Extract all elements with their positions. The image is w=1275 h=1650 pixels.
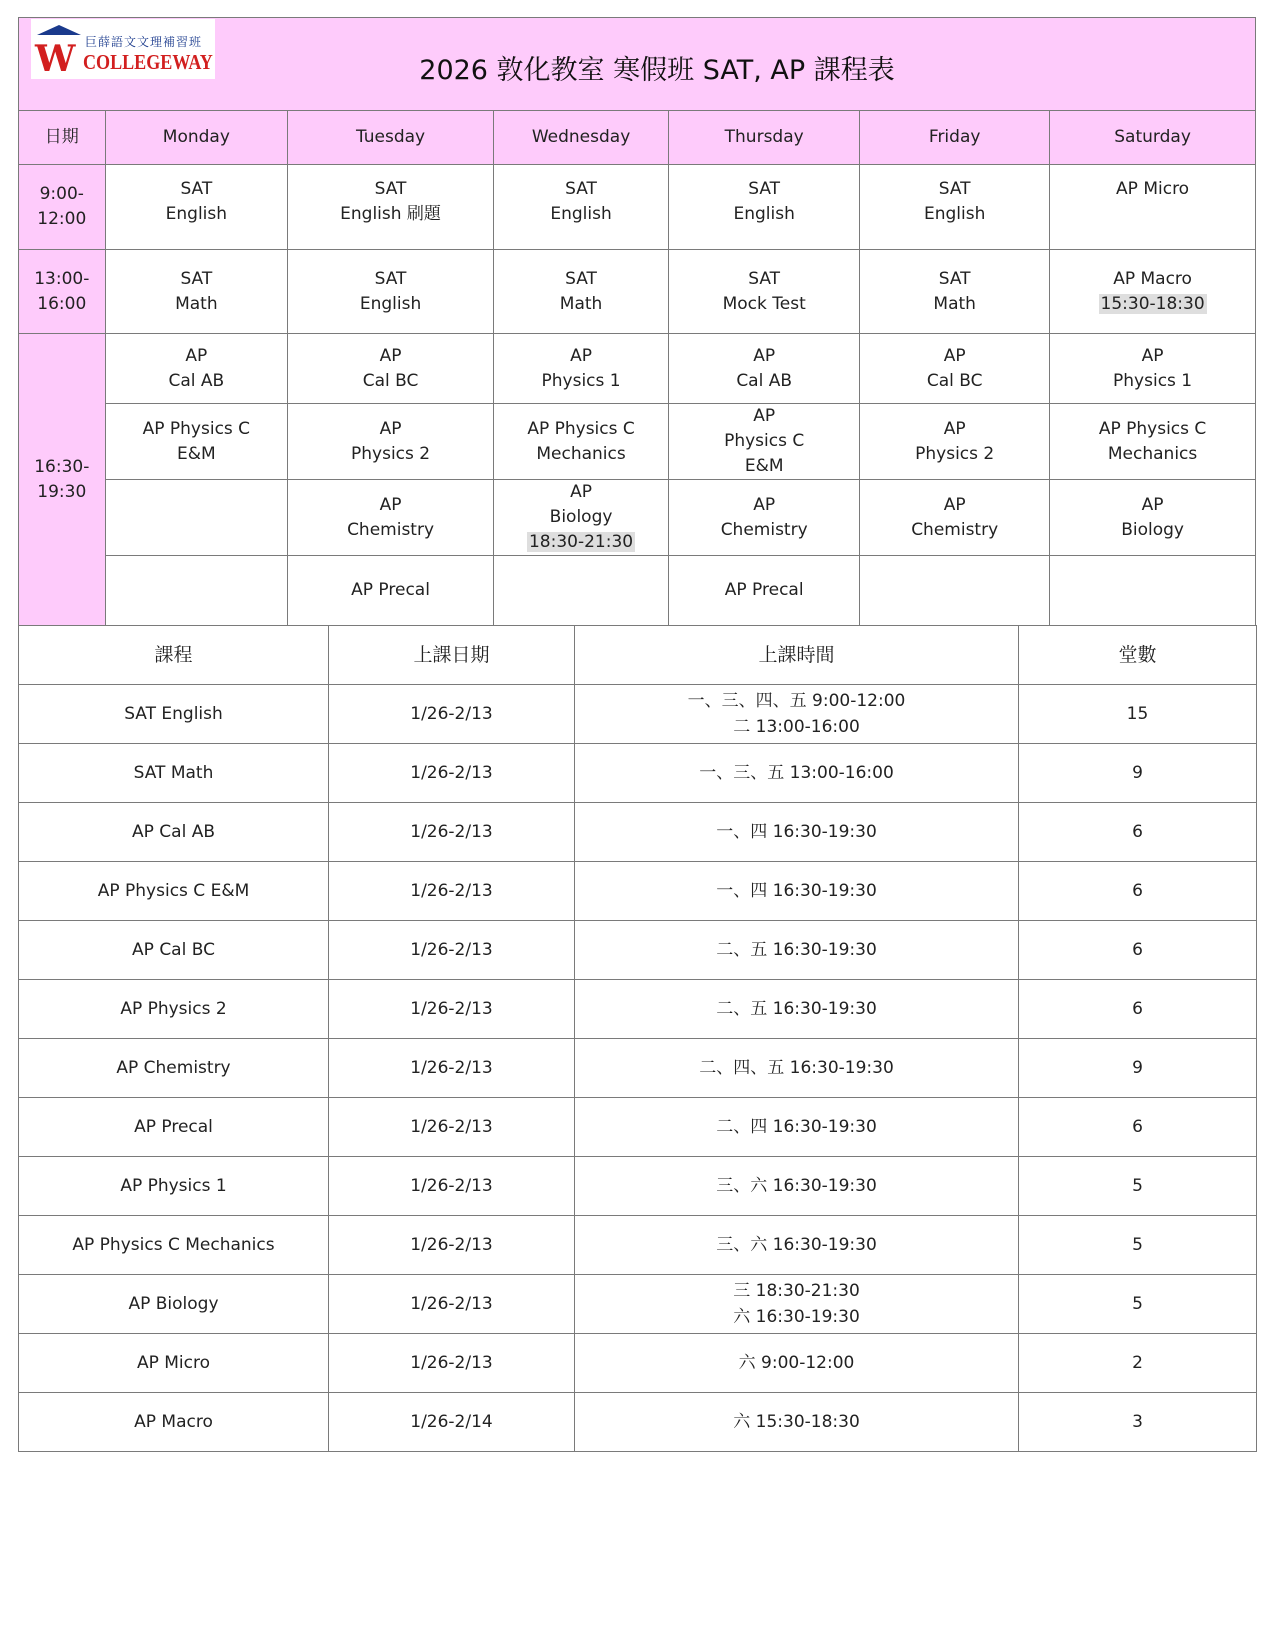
course-times [575, 1216, 1019, 1275]
class-cell [669, 404, 860, 480]
time-slot-line: 13:00- [34, 268, 90, 289]
course-dates-line: 1/26-2/13 [410, 1058, 493, 1078]
class-label: Biology [549, 507, 613, 527]
column-header: 堂數 [1019, 626, 1257, 685]
class-cell [493, 165, 668, 250]
course-times [575, 980, 1019, 1039]
session-count [1019, 803, 1257, 862]
column-header: 課程 [19, 626, 329, 685]
class-label: Chemistry [911, 519, 999, 540]
session-count-line: 6 [1132, 940, 1143, 960]
class-label: AP [570, 482, 592, 502]
course-times [575, 1157, 1019, 1216]
course-name [19, 980, 329, 1039]
course-name-line: AP Physics 1 [120, 1176, 227, 1196]
class-label: Chemistry [720, 519, 808, 540]
session-count [1019, 1275, 1257, 1334]
class-label: Physics C [724, 431, 805, 451]
session-count-line: 3 [1132, 1412, 1143, 1432]
course-dates [329, 921, 575, 980]
class-label: Physics 1 [1113, 370, 1193, 391]
class-label: Mechanics [536, 443, 626, 464]
session-count-line: 2 [1132, 1353, 1143, 1373]
class-label: English [550, 204, 612, 224]
course-table-header [19, 626, 1257, 685]
session-count-line: 9 [1132, 763, 1143, 783]
morning-row [19, 165, 1256, 250]
day-header-row [19, 111, 1256, 165]
class-label: AP [570, 345, 592, 366]
class-cell [105, 556, 288, 626]
class-cell [860, 556, 1050, 626]
class-cell [493, 556, 668, 626]
course-table-body [19, 685, 1257, 1452]
course-times-line: 二、四 16:30-19:30 [716, 1117, 877, 1137]
session-count [1019, 1334, 1257, 1393]
course-dates-line: 1/26-2/13 [410, 1176, 493, 1196]
class-label: Math [559, 293, 603, 314]
class-cell [1050, 480, 1256, 556]
course-row [19, 1393, 1257, 1452]
class-cell [1050, 334, 1256, 404]
logo-chinese-name: 巨薛語文文理補習班 [85, 35, 203, 49]
evening-row [19, 334, 1256, 404]
course-name-line: SAT English [124, 704, 223, 724]
course-dates [329, 1157, 575, 1216]
class-label: Math [933, 293, 976, 314]
course-dates-line: 1/26-2/13 [410, 999, 493, 1019]
class-cell [669, 480, 860, 556]
course-times-line: 三、六 16:30-19:30 [716, 1176, 877, 1196]
class-cell [288, 250, 494, 334]
page-header [18, 17, 1256, 111]
course-dates-line: 1/26-2/13 [410, 822, 493, 842]
course-name [19, 1157, 329, 1216]
course-row [19, 1216, 1257, 1275]
session-count [1019, 1098, 1257, 1157]
class-label: AP [753, 406, 776, 426]
class-cell [1050, 250, 1256, 334]
special-time-badge: 18:30-21:30 [528, 532, 634, 552]
class-label [494, 530, 668, 555]
class-label: Cal BC [926, 370, 983, 391]
course-row [19, 921, 1257, 980]
class-label: Cal BC [362, 370, 419, 391]
time-slot [19, 250, 106, 334]
logo-initial: W [35, 38, 76, 80]
special-time-badge: 15:30-18:30 [1100, 293, 1205, 314]
course-row [19, 862, 1257, 921]
class-label: AP [943, 418, 966, 439]
class-cell [860, 165, 1050, 250]
course-times-line: 二、四、五 16:30-19:30 [699, 1058, 894, 1078]
evening-row [19, 480, 1256, 556]
class-cell [493, 334, 668, 404]
course-times [575, 744, 1019, 803]
class-label: AP [943, 494, 966, 515]
class-cell [1050, 404, 1256, 480]
class-label: AP [379, 345, 402, 366]
course-name [19, 862, 329, 921]
session-count-line: 5 [1132, 1176, 1143, 1196]
weekly-schedule-grid [18, 110, 1256, 626]
time-slot [19, 334, 106, 626]
time-slot-line: 9:00- [39, 184, 84, 204]
course-times-line: 一、四 16:30-19:30 [716, 881, 877, 901]
class-label: AP [753, 345, 776, 366]
time-slot-line: 16:00 [37, 293, 87, 314]
course-dates-line: 1/26-2/13 [410, 940, 493, 960]
session-count-line: 6 [1132, 881, 1143, 901]
class-cell [860, 404, 1050, 480]
day-header: Wednesday [493, 111, 668, 165]
course-times-line: 六 9:00-12:00 [738, 1353, 855, 1373]
day-header: Thursday [669, 111, 860, 165]
class-label: English [733, 204, 795, 224]
course-name-line: AP Cal AB [132, 822, 215, 842]
course-dates [329, 685, 575, 744]
course-dates-line: 1/26-2/13 [410, 763, 493, 783]
course-name-line: AP Physics C Mechanics [72, 1235, 275, 1255]
class-label: SAT [565, 179, 597, 199]
course-name [19, 1039, 329, 1098]
evening-row [19, 404, 1256, 480]
session-count [1019, 1039, 1257, 1098]
course-times-line: 六 16:30-19:30 [733, 1307, 860, 1327]
class-cell [1050, 556, 1256, 626]
class-cell [669, 556, 860, 626]
course-times-line: 二、五 16:30-19:30 [716, 940, 877, 960]
afternoon-row [19, 250, 1256, 334]
session-count [1019, 862, 1257, 921]
class-label: Mock Test [722, 293, 806, 314]
course-dates-line: 1/26-2/13 [410, 1235, 493, 1255]
class-label: AP [753, 494, 776, 515]
session-count [1019, 1393, 1257, 1452]
class-cell [288, 165, 494, 250]
course-times-line: 二 13:00-16:00 [733, 717, 860, 737]
course-times [575, 1334, 1019, 1393]
class-cell [493, 480, 668, 556]
class-label: SAT [748, 179, 781, 199]
time-slot-line: 12:00 [37, 209, 87, 229]
class-label: English [923, 204, 986, 224]
session-count [1019, 1157, 1257, 1216]
class-cell [105, 480, 288, 556]
class-label: AP Physics C [142, 418, 251, 439]
course-dates-line: 1/26-2/13 [410, 881, 493, 901]
course-row [19, 1039, 1257, 1098]
course-dates-line: 1/26-2/14 [410, 1412, 493, 1432]
course-name [19, 803, 329, 862]
class-label: AP [1141, 345, 1164, 366]
course-times-line: 三 18:30-21:30 [733, 1281, 860, 1301]
class-cell [105, 250, 288, 334]
class-cell [493, 250, 668, 334]
session-count-line: 15 [1126, 704, 1149, 724]
class-label: SAT [180, 268, 213, 289]
class-label: AP [1141, 494, 1164, 515]
logo-brand-name: COLLEGEWAY [83, 50, 213, 74]
class-cell [288, 404, 494, 480]
course-row [19, 803, 1257, 862]
course-times [575, 1098, 1019, 1157]
course-dates [329, 1275, 575, 1334]
course-name-line: AP Cal BC [132, 940, 215, 960]
session-count-line: 5 [1132, 1294, 1143, 1314]
schedule-sheet [18, 17, 1256, 1452]
course-times-line: 二、五 16:30-19:30 [716, 999, 877, 1019]
session-count [1019, 980, 1257, 1039]
course-name [19, 1334, 329, 1393]
day-header: Tuesday [288, 111, 494, 165]
course-times [575, 862, 1019, 921]
class-label: Physics 2 [351, 443, 431, 464]
course-row [19, 980, 1257, 1039]
class-label: SAT [565, 268, 597, 289]
course-name [19, 744, 329, 803]
course-name-line: SAT Math [133, 763, 214, 783]
course-dates [329, 1334, 575, 1393]
class-label: Cal AB [736, 370, 793, 391]
course-dates [329, 980, 575, 1039]
column-header: 上課時間 [575, 626, 1019, 685]
course-name [19, 1098, 329, 1157]
class-label: AP [185, 345, 208, 366]
session-count-line: 6 [1132, 1117, 1143, 1137]
course-times-line: 一、四 16:30-19:30 [716, 822, 877, 842]
course-times [575, 685, 1019, 744]
course-name [19, 1393, 329, 1452]
class-label: E&M [177, 443, 216, 464]
class-label: SAT [374, 179, 407, 199]
course-dates-line: 1/26-2/13 [410, 1294, 493, 1314]
class-label: Biology [1121, 519, 1184, 540]
time-slot [19, 165, 106, 250]
session-count-line: 5 [1132, 1235, 1143, 1255]
course-row [19, 1098, 1257, 1157]
course-name [19, 1275, 329, 1334]
class-label: E&M [744, 456, 784, 476]
course-row [19, 744, 1257, 803]
course-row [19, 1334, 1257, 1393]
class-label: Math [175, 293, 218, 314]
course-dates [329, 803, 575, 862]
class-cell [1050, 165, 1256, 250]
class-label: AP Physics C [1098, 418, 1207, 439]
evening-row [19, 556, 1256, 626]
class-label [1050, 292, 1255, 317]
page-title: 2026 敦化教室 寒假班 SAT, AP 課程表 [419, 55, 895, 86]
class-cell [105, 334, 288, 404]
session-count-line: 6 [1132, 999, 1143, 1019]
course-times [575, 1393, 1019, 1452]
class-label: SAT [938, 268, 971, 289]
course-dates [329, 1098, 575, 1157]
class-label: Physics 2 [915, 443, 995, 464]
class-cell [860, 480, 1050, 556]
session-count [1019, 1216, 1257, 1275]
class-label: AP Precal [724, 580, 804, 600]
course-name-line: AP Precal [134, 1117, 213, 1137]
session-count-line: 6 [1132, 822, 1143, 842]
class-cell [493, 404, 668, 480]
class-cell [669, 334, 860, 404]
course-times-line: 六 15:30-18:30 [733, 1412, 860, 1432]
class-label: Mechanics [1107, 443, 1198, 464]
course-row [19, 1275, 1257, 1334]
course-dates [329, 1393, 575, 1452]
class-cell [105, 404, 288, 480]
class-label: AP Precal [351, 580, 430, 600]
class-cell [288, 556, 494, 626]
day-header: Friday [860, 111, 1050, 165]
class-label: SAT [748, 268, 781, 289]
time-slot-line: 16:30- [34, 456, 90, 477]
course-times [575, 1275, 1019, 1334]
class-label: SAT [938, 179, 971, 199]
course-times [575, 1039, 1019, 1098]
course-dates-line: 1/26-2/13 [410, 1117, 493, 1137]
day-header: Saturday [1050, 111, 1256, 165]
class-label: AP Macro [1113, 268, 1192, 289]
course-dates [329, 744, 575, 803]
class-label: AP [943, 345, 966, 366]
session-count [1019, 744, 1257, 803]
course-row [19, 685, 1257, 744]
class-label: English [359, 293, 422, 314]
course-times [575, 921, 1019, 980]
course-times-line: 三、六 16:30-19:30 [716, 1235, 877, 1255]
class-label: AP Physics C [527, 418, 635, 439]
class-cell [860, 334, 1050, 404]
course-name-line: AP Micro [136, 1353, 211, 1373]
course-dates-line: 1/26-2/13 [410, 704, 493, 724]
class-label: AP Micro [1116, 179, 1190, 199]
session-count [1019, 685, 1257, 744]
course-name-line: AP Chemistry [116, 1058, 231, 1078]
corner-label: 日期 [19, 111, 106, 165]
session-count-line: 9 [1132, 1058, 1143, 1078]
course-name-line: AP Macro [134, 1412, 213, 1432]
course-name [19, 921, 329, 980]
class-cell [669, 165, 860, 250]
course-dates [329, 862, 575, 921]
course-times [575, 803, 1019, 862]
class-label: English 刷題 [340, 204, 441, 224]
class-label: English [165, 204, 228, 224]
day-header: Monday [105, 111, 288, 165]
class-label: SAT [374, 268, 407, 289]
column-header: 上課日期 [329, 626, 575, 685]
course-dates-line: 1/26-2/13 [410, 1353, 493, 1373]
time-slot-line: 19:30 [37, 481, 87, 502]
class-cell [669, 250, 860, 334]
course-name-line: AP Biology [128, 1294, 219, 1314]
class-label: Cal AB [168, 370, 225, 391]
class-cell [288, 334, 494, 404]
course-name-line: AP Physics 2 [120, 999, 227, 1019]
class-label: Chemistry [347, 519, 435, 540]
course-name [19, 685, 329, 744]
course-row [19, 1157, 1257, 1216]
class-label: Physics 1 [541, 370, 621, 391]
course-dates [329, 1039, 575, 1098]
class-cell [288, 480, 494, 556]
course-times-line: 一、三、五 13:00-16:00 [699, 763, 894, 783]
class-label: AP [379, 418, 402, 439]
course-name-line: AP Physics C E&M [97, 881, 250, 901]
course-times-line: 一、三、四、五 9:00-12:00 [687, 691, 906, 711]
course-name [19, 1216, 329, 1275]
class-label: AP [379, 494, 402, 515]
course-dates [329, 1216, 575, 1275]
course-summary-table [18, 625, 1257, 1452]
class-label: SAT [180, 179, 213, 199]
class-cell [105, 165, 288, 250]
class-cell [860, 250, 1050, 334]
session-count [1019, 921, 1257, 980]
